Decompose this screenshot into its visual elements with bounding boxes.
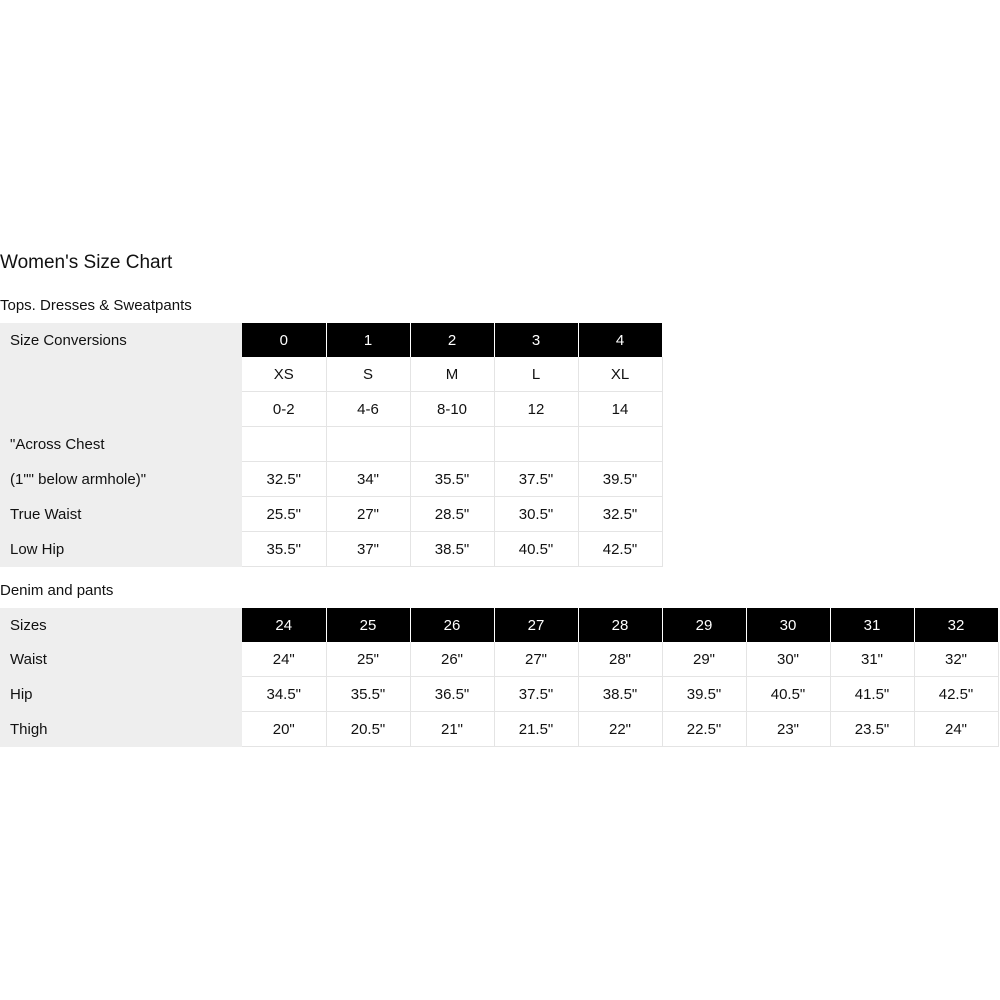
row-label: Sizes xyxy=(0,608,242,642)
size-header-cell: 0 xyxy=(242,323,326,357)
table-cell: 20.5" xyxy=(326,712,410,747)
size-header-cell: 2 xyxy=(410,323,494,357)
table-cell: 28" xyxy=(578,642,662,677)
row-label: (1"" below armhole)" xyxy=(0,462,242,497)
table-cell xyxy=(410,427,494,462)
table-cell: 30" xyxy=(746,642,830,677)
row-label: Hip xyxy=(0,677,242,712)
table-cell: 35.5" xyxy=(326,677,410,712)
table-header-row xyxy=(0,323,662,357)
row-label: Waist xyxy=(0,642,242,677)
table-cell: 23" xyxy=(746,712,830,747)
table-cell: 21" xyxy=(410,712,494,747)
table-cell xyxy=(242,427,326,462)
table-cell: 8-10 xyxy=(410,392,494,427)
table-cell: 30.5" xyxy=(494,497,578,532)
table-cell: XS xyxy=(242,357,326,392)
table-cell: 27" xyxy=(326,497,410,532)
table-cell: 37.5" xyxy=(494,462,578,497)
table-cell: 37.5" xyxy=(494,677,578,712)
size-header-cell: 29 xyxy=(662,608,746,642)
table-row xyxy=(0,462,662,497)
table-cell: 39.5" xyxy=(662,677,746,712)
size-header-cell: 26 xyxy=(410,608,494,642)
table-cell: 4-6 xyxy=(326,392,410,427)
size-header-cell: 32 xyxy=(914,608,998,642)
row-label: Low Hip xyxy=(0,532,242,567)
size-header-cell: 3 xyxy=(494,323,578,357)
section-title-denim: Denim and pants xyxy=(0,582,114,599)
table-cell: 27" xyxy=(494,642,578,677)
table-cell: 0-2 xyxy=(242,392,326,427)
table-cell xyxy=(326,427,410,462)
size-header-cell: 28 xyxy=(578,608,662,642)
table-cell: 22.5" xyxy=(662,712,746,747)
row-label: Thigh xyxy=(0,712,242,747)
row-label xyxy=(0,357,242,392)
table-cell: S xyxy=(326,357,410,392)
size-header-cell: 1 xyxy=(326,323,410,357)
table-cell: 24" xyxy=(242,642,326,677)
size-header-cell: 31 xyxy=(830,608,914,642)
table-cell: 40.5" xyxy=(494,532,578,567)
table-cell: 34" xyxy=(326,462,410,497)
table-cell: 39.5" xyxy=(578,462,662,497)
table-cell: 35.5" xyxy=(410,462,494,497)
section-title-tops: Tops. Dresses & Sweatpants xyxy=(0,297,192,314)
table-cell: 12 xyxy=(494,392,578,427)
table-cell: 36.5" xyxy=(410,677,494,712)
table-cell: 41.5" xyxy=(830,677,914,712)
table-cell: 20" xyxy=(242,712,326,747)
table-cell: 37" xyxy=(326,532,410,567)
table-cell: 42.5" xyxy=(578,532,662,567)
table-cell: 35.5" xyxy=(242,532,326,567)
table-row xyxy=(0,497,662,532)
table-cell: 28.5" xyxy=(410,497,494,532)
table-row xyxy=(0,642,998,677)
table-row xyxy=(0,427,662,462)
table-cell: 32.5" xyxy=(578,497,662,532)
table-cell: 14 xyxy=(578,392,662,427)
page-title: Women's Size Chart xyxy=(0,252,173,273)
row-label: True Waist xyxy=(0,497,242,532)
table-cell: 22" xyxy=(578,712,662,747)
size-header-cell: 30 xyxy=(746,608,830,642)
table-cell: 23.5" xyxy=(830,712,914,747)
table-cell: 34.5" xyxy=(242,677,326,712)
table-cell: 26" xyxy=(410,642,494,677)
size-header-cell: 24 xyxy=(242,608,326,642)
row-label: "Across Chest xyxy=(0,427,242,462)
denim-size-table xyxy=(0,608,999,747)
tops-size-table xyxy=(0,323,663,567)
table-cell: 24" xyxy=(914,712,998,747)
table-cell: 32" xyxy=(914,642,998,677)
table-cell: XL xyxy=(578,357,662,392)
table-cell: L xyxy=(494,357,578,392)
table-cell: 38.5" xyxy=(578,677,662,712)
size-header-cell: 25 xyxy=(326,608,410,642)
size-header-cell: 27 xyxy=(494,608,578,642)
size-header-cell: 4 xyxy=(578,323,662,357)
table-cell: 38.5" xyxy=(410,532,494,567)
table-cell: 40.5" xyxy=(746,677,830,712)
row-label xyxy=(0,392,242,427)
table-cell: M xyxy=(410,357,494,392)
table-cell xyxy=(578,427,662,462)
table-row xyxy=(0,677,998,712)
table-cell: 29" xyxy=(662,642,746,677)
table-cell: 21.5" xyxy=(494,712,578,747)
table-row xyxy=(0,392,662,427)
table-header-row xyxy=(0,608,998,642)
table-cell xyxy=(494,427,578,462)
table-cell: 25" xyxy=(326,642,410,677)
table-cell: 32.5" xyxy=(242,462,326,497)
table-cell: 25.5" xyxy=(242,497,326,532)
table-row xyxy=(0,357,662,392)
table-cell: 31" xyxy=(830,642,914,677)
table-row xyxy=(0,712,998,747)
row-label: Size Conversions xyxy=(0,323,242,357)
table-row xyxy=(0,532,662,567)
table-cell: 42.5" xyxy=(914,677,998,712)
